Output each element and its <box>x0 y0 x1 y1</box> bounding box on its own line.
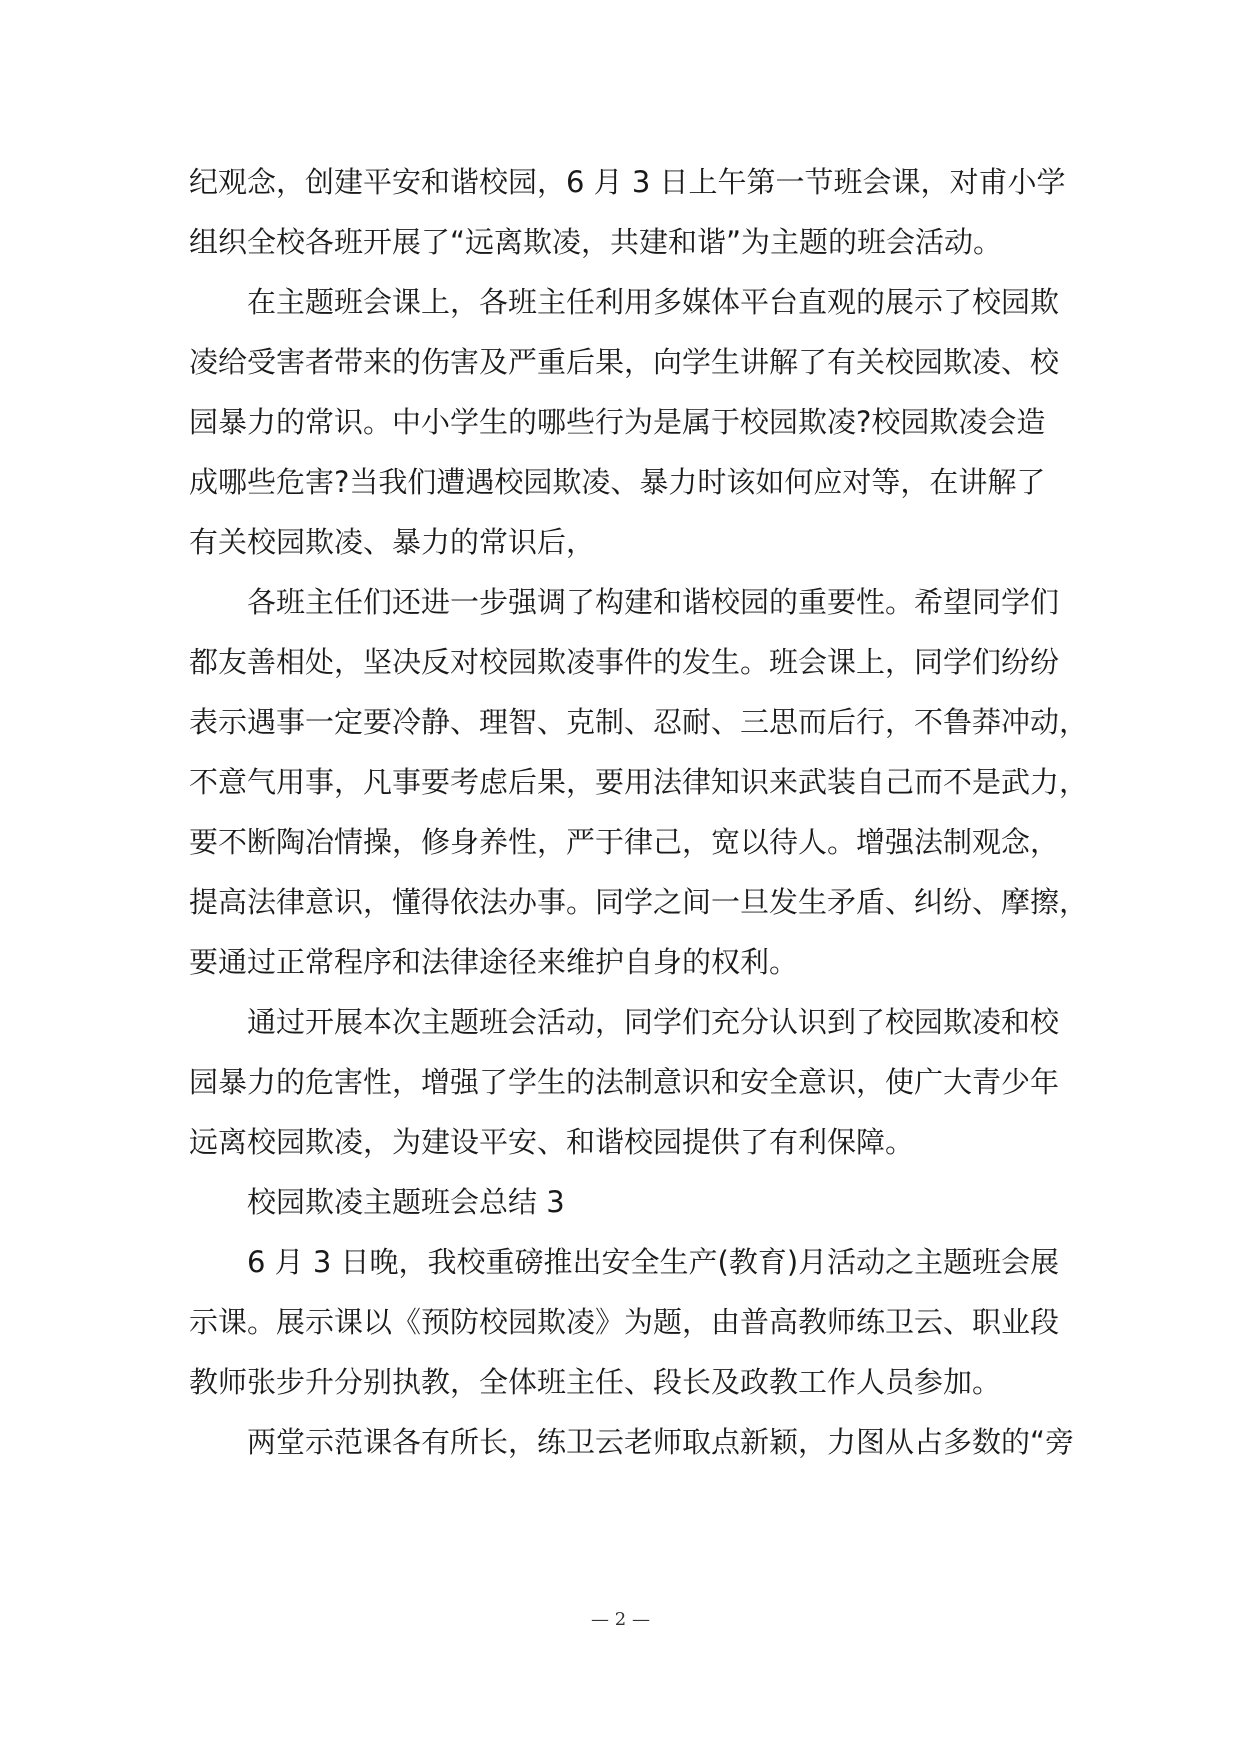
text-line: 有关校园欺凌、暴力的常识后， <box>189 525 596 559</box>
paragraph-start-line: 通过开展本次主题班会活动，同学们充分认识到了校园欺凌和校 <box>247 1005 1060 1039</box>
paragraph-start-line: 6 月 3 日晚，我校重磅推出安全生产(教育)月活动之主题班会展 <box>247 1245 1060 1279</box>
text-line: 远离校园欺凌，为建设平安、和谐校园提供了有利保障。 <box>189 1125 915 1159</box>
text-line: 凌给受害者带来的伤害及严重后果，向学生讲解了有关校园欺凌、校 <box>189 345 1060 379</box>
text-line: 纪观念，创建平安和谐校园，6 月 3 日上午第一节班会课，对甫小学 <box>189 165 1066 199</box>
text-line: 都友善相处，坚决反对校园欺凌事件的发生。班会课上，同学们纷纷 <box>189 645 1060 679</box>
text-line: 园暴力的危害性，增强了学生的法制意识和安全意识，使广大青少年 <box>189 1065 1060 1099</box>
text-line: 不意气用事，凡事要考虑后果，要用法律知识来武装自己而不是武力， <box>189 765 1089 799</box>
text-line: 表示遇事一定要冷静、理智、克制、忍耐、三思而后行，不鲁莽冲动， <box>189 705 1089 739</box>
paragraph-start-line: 在主题班会课上，各班主任利用多媒体平台直观的展示了校园欺 <box>247 285 1060 319</box>
text-line: 园暴力的常识。中小学生的哪些行为是属于校园欺凌?校园欺凌会造 <box>189 405 1046 439</box>
document-body <box>189 152 1089 1472</box>
text-line: 要通过正常程序和法律途径来维护自身的权利。 <box>189 945 799 979</box>
text-line: 组织全校各班开展了“远离欺凌，共建和谐”为主题的班会活动。 <box>189 225 1003 259</box>
text-line: 提高法律意识，懂得依法办事。同学之间一旦发生矛盾、纠纷、摩擦， <box>189 885 1089 919</box>
text-line: 成哪些危害?当我们遭遇校园欺凌、暴力时该如何应对等，在讲解了 <box>189 465 1046 499</box>
page-number: — 2 — <box>591 1609 650 1630</box>
text-line: 示课。展示课以《预防校园欺凌》为题，由普高教师练卫云、职业段 <box>189 1305 1060 1339</box>
section-heading: 校园欺凌主题班会总结 3 <box>247 1185 565 1219</box>
paragraph-start-line: 各班主任们还进一步强调了构建和谐校园的重要性。希望同学们 <box>247 585 1060 619</box>
text-line: 要不断陶冶情操，修身养性，严于律己，宽以待人。增强法制观念， <box>189 825 1060 859</box>
text-line: 教师张步升分别执教，全体班主任、段长及政教工作人员参加。 <box>189 1365 1002 1399</box>
paragraph-start-line: 两堂示范课各有所长，练卫云老师取点新颖，力图从占多数的“旁 <box>247 1425 1075 1459</box>
